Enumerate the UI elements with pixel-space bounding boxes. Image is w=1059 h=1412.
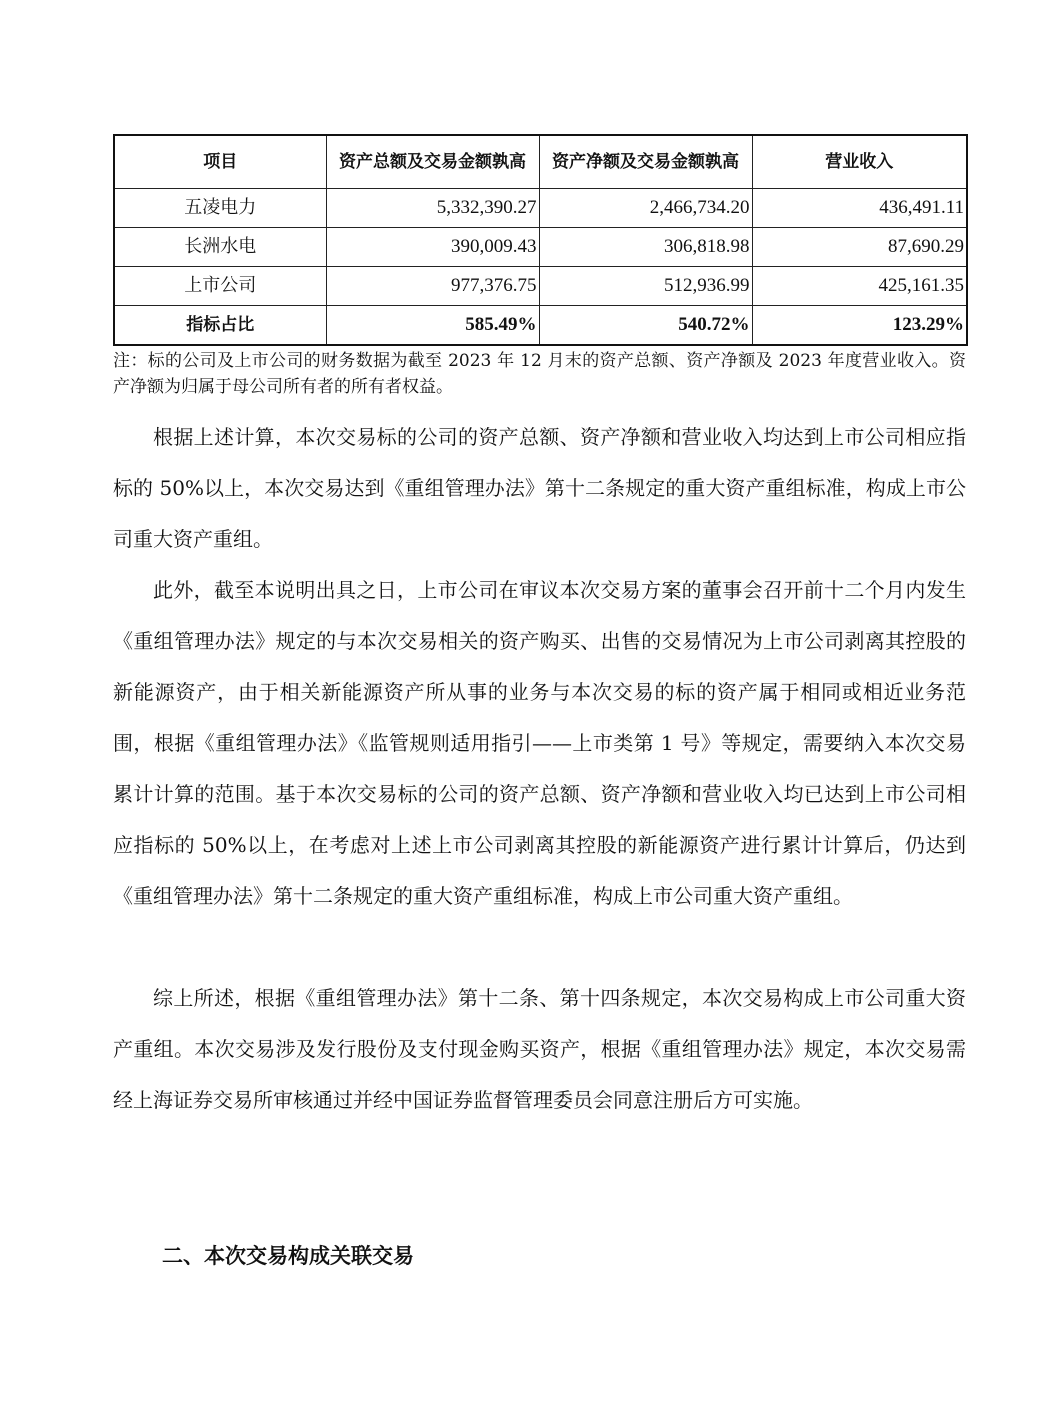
row-name: 上市公司 <box>114 267 326 306</box>
header-net-assets: 资产净额及交易金额孰高 <box>539 135 752 189</box>
cell-total-assets: 5,332,390.27 <box>326 189 539 228</box>
paragraph-conclusion: 综上所述，根据《重组管理办法》第十二条、第十四条规定，本次交易构成上市公司重大资产重组。本次交易涉及发行股份及支付现金购买资产，根据《重组管理办法》规定，本次交易需经上海证券交易所审核通过并经中国证券监督管理委员会同意注册后方可实施。 <box>113 986 966 1112</box>
cell-net-assets: 306,818.98 <box>539 228 752 267</box>
row-name: 长洲水电 <box>114 228 326 267</box>
cell-revenue: 436,491.11 <box>752 189 967 228</box>
section-heading: 二、本次交易构成关联交易 <box>162 1244 414 1268</box>
table-row <box>114 267 967 306</box>
header-item: 项目 <box>114 135 326 189</box>
paragraph-cumulative-calculation: 此外，截至本说明出具之日，上市公司在审议本次交易方案的董事会召开前十二个月内发生《重组管理办法》规定的与本次交易相关的资产购买、出售的交易情况为上市公司剥离其控股的新能源资产，由于相关新能源资产所从事的业务与本次交易的标的资产属于相同或相近业务范围，根据《重组管理办法》《监管规则适用指引——上市类第 1 号》等规定，需要纳入本次交易累计计算的范围。基于本次交易标的公司的资产总额、资产净额和营业收入均已达到上市公司相应指标的 50%以上，在考虑对上述上市公司剥离其控股的新能源资产进行累计计算后，仍达到《重组管理办法》第十二条规定的重大资产重组标准，构成上市公司重大资产重组。 <box>113 578 966 908</box>
row-name: 五凌电力 <box>114 189 326 228</box>
table-header-row <box>114 135 967 189</box>
cell-net-assets: 2,466,734.20 <box>539 189 752 228</box>
header-revenue: 营业收入 <box>752 135 967 189</box>
cell-total-assets: 390,009.43 <box>326 228 539 267</box>
ratio-total-assets: 585.49% <box>326 306 539 346</box>
cell-net-assets: 512,936.99 <box>539 267 752 306</box>
ratio-revenue: 123.29% <box>752 306 967 346</box>
cell-revenue: 425,161.35 <box>752 267 967 306</box>
financial-indicator-table <box>113 134 968 346</box>
table-row <box>114 189 967 228</box>
ratio-row <box>114 306 967 346</box>
cell-revenue: 87,690.29 <box>752 228 967 267</box>
paragraph-calculation-result: 根据上述计算，本次交易标的公司的资产总额、资产净额和营业收入均达到上市公司相应指标的 50%以上，本次交易达到《重组管理办法》第十二条规定的重大资产重组标准，构成上市公司重大资产重组。 <box>113 425 966 551</box>
table-row <box>114 228 967 267</box>
table-note: 注：标的公司及上市公司的财务数据为截至 2023 年 12 月末的资产总额、资产净额及 2023 年度营业收入。资产净额为归属于母公司所有者的所有者权益。 <box>113 351 966 397</box>
header-total-assets: 资产总额及交易金额孰高 <box>326 135 539 189</box>
cell-total-assets: 977,376.75 <box>326 267 539 306</box>
ratio-row-name: 指标占比 <box>114 306 326 346</box>
ratio-net-assets: 540.72% <box>539 306 752 346</box>
